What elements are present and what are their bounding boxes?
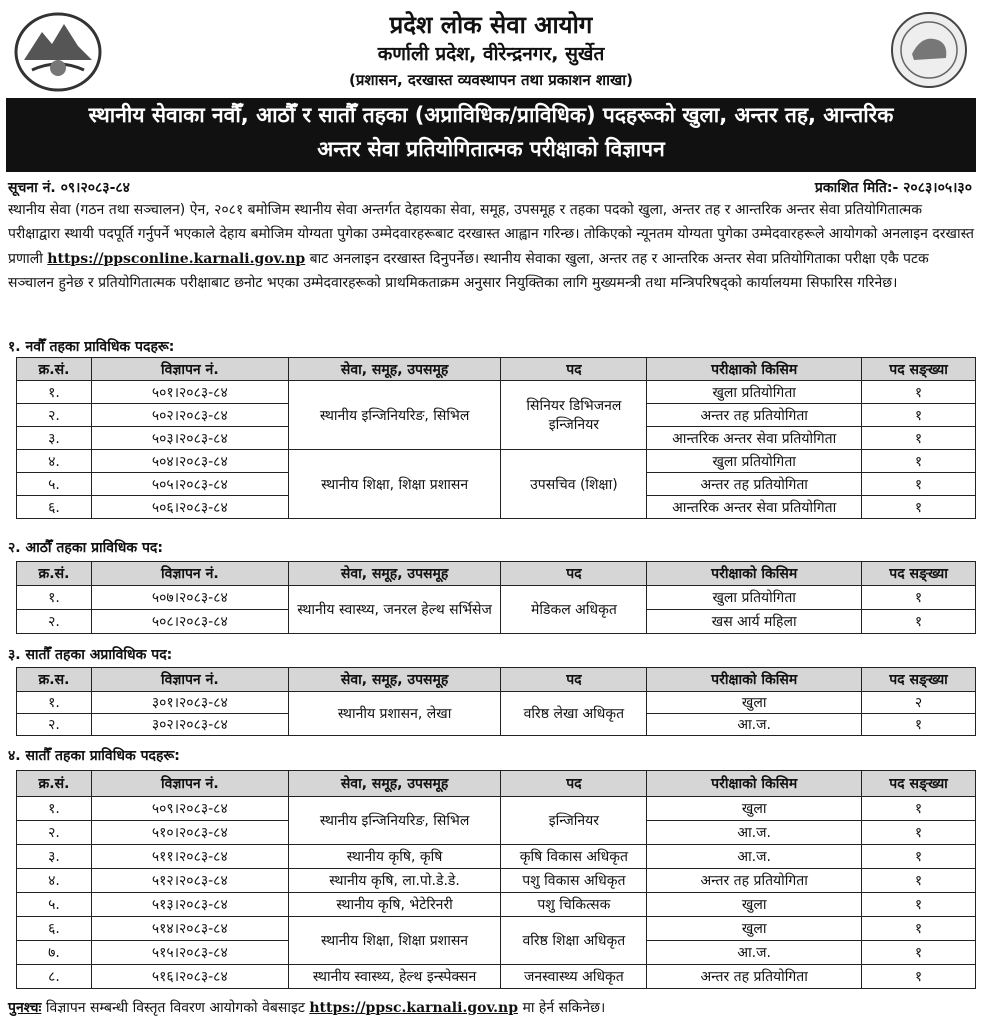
cell-service: स्थानीय स्वास्थ्य, जनरल हेल्थ सर्भिसेज <box>288 586 501 634</box>
cell-sn: ६. <box>17 917 92 941</box>
cell-exam-type: खुला प्रतियोगिता <box>647 381 862 404</box>
cell-sn: ८. <box>17 965 92 989</box>
cell-post: पशु चिकित्सक <box>501 893 647 917</box>
cell-sn: ४. <box>17 450 92 473</box>
cell-exam-type: खुला <box>647 893 862 917</box>
table-row <box>17 381 976 404</box>
cell-sn: १. <box>17 797 92 821</box>
cell-exam-type: अन्तर तह प्रतियोगिता <box>647 473 862 496</box>
cell-exam-type: आन्तरिक अन्तर सेवा प्रतियोगिता <box>647 427 862 450</box>
cell-service: स्थानीय स्वास्थ्य, हेल्थ इन्स्पेक्सन <box>288 965 501 989</box>
footer-note <box>8 998 605 1017</box>
cell-service: स्थानीय प्रशासन, लेखा <box>288 692 501 736</box>
cell-exam-type: अन्तर तह प्रतियोगिता <box>647 965 862 989</box>
col-count: पद सङ्ख्या <box>862 668 976 692</box>
cell-count: १ <box>862 381 976 404</box>
cell-count: १ <box>862 496 976 519</box>
cell-count: १ <box>862 450 976 473</box>
cell-exam-type: अन्तर तह प्रतियोगिता <box>647 869 862 893</box>
cell-sn: ५. <box>17 473 92 496</box>
cell-exam-type: खुला <box>647 797 862 821</box>
cell-post: उपसचिव (शिक्षा) <box>501 450 647 519</box>
cell-ad-no: ५०६।२०८३-८४ <box>91 496 288 519</box>
cell-exam-type: खुला <box>647 917 862 941</box>
cell-sn: १. <box>17 381 92 404</box>
intro-paragraph <box>8 198 974 296</box>
cell-count: १ <box>862 821 976 845</box>
cell-service: स्थानीय इन्जिनियरिङ, सिभिल <box>288 381 501 450</box>
cell-count: १ <box>862 714 976 736</box>
cell-ad-no: ३०२।२०८३-८४ <box>91 714 288 736</box>
commission-seal-icon <box>888 10 970 90</box>
cell-post: इन्जिनियर <box>501 797 647 845</box>
cell-ad-no: ५१४।२०८३-८४ <box>91 917 288 941</box>
col-service: सेवा, समूह, उपसमूह <box>288 358 501 381</box>
cell-ad-no: ५१०।२०८३-८४ <box>91 821 288 845</box>
cell-ad-no: ५१२।२०८३-८४ <box>91 869 288 893</box>
website-link[interactable]: https://ppsc.karnali.gov.np <box>309 1000 519 1016</box>
table-row <box>17 869 976 893</box>
cell-count: १ <box>862 427 976 450</box>
cell-ad-no: ५०८।२०८३-८४ <box>91 610 288 634</box>
cell-exam-type: खुला प्रतियोगिता <box>647 586 862 610</box>
cell-ad-no: ५१५।२०८३-८४ <box>91 941 288 965</box>
col-post: पद <box>501 771 647 797</box>
col-exam-type: परीक्षाको किसिम <box>647 358 862 381</box>
table-level-9-technical <box>16 357 976 519</box>
table-level-7-technical <box>16 770 976 989</box>
cell-count: २ <box>862 692 976 714</box>
cell-ad-no: ५०७।२०८३-८४ <box>91 586 288 610</box>
cell-exam-type: आ.ज. <box>647 821 862 845</box>
cell-sn: ७. <box>17 941 92 965</box>
col-exam-type: परीक्षाको किसिम <box>647 562 862 586</box>
section-heading-3: ३. सातौँ तहका अप्राविधिक पद: <box>8 647 173 663</box>
intro-text-2: बाट अनलाइन दरखास्त दिनुपर्नेछ। स्थानीय सेवाका खुला, अन्तर तह र आन्तरिक अन्तर सेवा प्रतियोगिताका परीक्षा एकै पटक सञ्चालन हुनेछ र प्रतियोगितात्मक परीक्षाबाट छनोट भएका उम्मेदवारहरूको प्राथमिकताक्रम अनुसार नियुक्तिका लागि मुख्यमन्त्री तथा मन्त्रिपरिषद्को कार्यालयमा सिफारिस गरिनेछ। <box>8 250 929 292</box>
cell-post: पशु विकास अधिकृत <box>501 869 647 893</box>
cell-ad-no: ५१३।२०८३-८४ <box>91 893 288 917</box>
cell-sn: २. <box>17 714 92 736</box>
cell-exam-type: खुला प्रतियोगिता <box>647 450 862 473</box>
col-exam-type: परीक्षाको किसिम <box>647 771 862 797</box>
cell-count: १ <box>862 610 976 634</box>
banner-line-1: स्थानीय सेवाका नवौँ, आठौँ र सातौँ तहका (अप्राविधिक/प्राविधिक) पदहरूको खुला, अन्तर तह, आन्तरिक <box>88 103 894 127</box>
cell-ad-no: ५०१।२०८३-८४ <box>91 381 288 404</box>
cell-ad-no: ५११।२०८३-८४ <box>91 845 288 869</box>
cell-count: १ <box>862 869 976 893</box>
table-header-row <box>17 562 976 586</box>
cell-ad-no: ५०४।२०८३-८४ <box>91 450 288 473</box>
footer-text: विज्ञापन सम्बन्धी विस्तृत विवरण आयोगको वेबसाइट <box>45 1000 305 1016</box>
cell-service: स्थानीय शिक्षा, शिक्षा प्रशासन <box>288 917 501 965</box>
cell-post: वरिष्ठ लेखा अधिकृत <box>501 692 647 736</box>
cell-ad-no: ५१६।२०८३-८४ <box>91 965 288 989</box>
cell-post: जनस्वास्थ्य अधिकृत <box>501 965 647 989</box>
cell-sn: ४. <box>17 869 92 893</box>
advertisement-banner <box>6 98 976 172</box>
cell-ad-no: ३०१।२०८३-८४ <box>91 692 288 714</box>
table-row <box>17 965 976 989</box>
cell-sn: १. <box>17 586 92 610</box>
cell-exam-type: आ.ज. <box>647 845 862 869</box>
table-row <box>17 845 976 869</box>
header <box>0 0 982 100</box>
section-heading-2: २. आठौँ तहका प्राविधिक पद: <box>8 540 163 556</box>
online-portal-link[interactable]: https://ppsconline.karnali.gov.np <box>47 250 306 267</box>
notice-number: सूचना नं. ०९।२०८३-८४ <box>8 180 130 196</box>
cell-service: स्थानीय कृषि, भेटेरिनरी <box>288 893 501 917</box>
cell-service: स्थानीय शिक्षा, शिक्षा प्रशासन <box>288 450 501 519</box>
col-post: पद <box>501 358 647 381</box>
cell-ad-no: ५०९।२०८३-८४ <box>91 797 288 821</box>
table-header-row <box>17 668 976 692</box>
branch-subtitle: (प्रशासन, दरखास्त व्यवस्थापन तथा प्रकाशन शाखा) <box>349 71 633 89</box>
cell-sn: २. <box>17 610 92 634</box>
col-ad-no: विज्ञापन नं. <box>91 562 288 586</box>
cell-sn: ३. <box>17 845 92 869</box>
col-count: पद सङ्ख्या <box>862 771 976 797</box>
cell-ad-no: ५०३।२०८३-८४ <box>91 427 288 450</box>
cell-sn: ५. <box>17 893 92 917</box>
cell-service: स्थानीय कृषि, ला.पो.डे.डे. <box>288 869 501 893</box>
col-count: पद सङ्ख्या <box>862 562 976 586</box>
col-ad-no: विज्ञापन नं. <box>91 358 288 381</box>
cell-sn: ६. <box>17 496 92 519</box>
cell-count: १ <box>862 893 976 917</box>
cell-count: १ <box>862 797 976 821</box>
col-sn: क्र.सं. <box>17 771 92 797</box>
cell-exam-type: आ.ज. <box>647 714 862 736</box>
col-service: सेवा, समूह, उपसमूह <box>288 562 501 586</box>
cell-count: १ <box>862 586 976 610</box>
cell-post: कृषि विकास अधिकृत <box>501 845 647 869</box>
table-header-row <box>17 771 976 797</box>
cell-exam-type: अन्तर तह प्रतियोगिता <box>647 404 862 427</box>
cell-count: १ <box>862 404 976 427</box>
cell-sn: ३. <box>17 427 92 450</box>
col-service: सेवा, समूह, उपसमूह <box>288 668 501 692</box>
cell-sn: १. <box>17 692 92 714</box>
cell-service: स्थानीय कृषि, कृषि <box>288 845 501 869</box>
cell-exam-type: आ.ज. <box>647 941 862 965</box>
col-sn: क्र.स. <box>17 668 92 692</box>
col-ad-no: विज्ञापन नं. <box>91 668 288 692</box>
cell-exam-type: खुला <box>647 692 862 714</box>
cell-count: १ <box>862 941 976 965</box>
col-ad-no: विज्ञापन नं. <box>91 771 288 797</box>
banner-line-2: अन्तर सेवा प्रतियोगितात्मक परीक्षाको विज्ञापन <box>317 137 665 161</box>
footer-tail: मा हेर्न सकिनेछ। <box>522 1000 606 1016</box>
table-row <box>17 797 976 821</box>
cell-post: मेडिकल अधिकृत <box>501 586 647 634</box>
table-row <box>17 450 976 473</box>
commission-title: प्रदेश लोक सेवा आयोग <box>389 11 593 39</box>
cell-ad-no: ५०२।२०८३-८४ <box>91 404 288 427</box>
col-sn: क्र.सं. <box>17 562 92 586</box>
intro-text-1: स्थानीय सेवा (गठन तथा सञ्चालन) ऐन, २०८१ बमोजिम स्थानीय सेवा अन्तर्गत देहायका सेवा, समूह, उपसमूह र तहका पदको खुला, अन्तर तह र आन्तरिक अन्तर सेवा प्रतियोगितात्मक परीक्षाद्वारा स्थायी पदपूर्ति गर्नुपर्ने भएकाले देहाय बमोजिम योग्यता पुगेका उम्मेदवारहरूबाट दरखास्त आह्वान गरिन्छ। तोकिएको न्यूनतम योग्यता पुगेका उम्मेदवारहरूले आयोगको अनलाइन दरखास्त प्रणाली <box>8 202 975 267</box>
cell-exam-type: आन्तरिक अन्तर सेवा प्रतियोगिता <box>647 496 862 519</box>
cell-service: स्थानीय इन्जिनियरिङ, सिभिल <box>288 797 501 845</box>
cell-sn: २. <box>17 821 92 845</box>
table-header-row <box>17 358 976 381</box>
col-count: पद सङ्ख्या <box>862 358 976 381</box>
col-exam-type: परीक्षाको किसिम <box>647 668 862 692</box>
table-level-8-technical <box>16 561 976 634</box>
table-row <box>17 917 976 941</box>
col-sn: क्र.सं. <box>17 358 92 381</box>
col-post: पद <box>501 562 647 586</box>
cell-count: १ <box>862 965 976 989</box>
section-heading-4: ४. सातौँ तहका प्राविधिक पदहरू: <box>8 748 180 764</box>
table-row <box>17 586 976 610</box>
section-heading-1: १. नवौँ तहका प्राविधिक पदहरू: <box>8 339 175 355</box>
cell-post: वरिष्ठ शिक्षा अधिकृत <box>501 917 647 965</box>
table-row <box>17 893 976 917</box>
cell-ad-no: ५०५।२०८३-८४ <box>91 473 288 496</box>
footer-label: पुनश्चः <box>8 1000 42 1016</box>
table-level-7-non-technical <box>16 667 976 736</box>
col-service: सेवा, समूह, उपसमूह <box>288 771 501 797</box>
table-row <box>17 692 976 714</box>
province-subtitle: कर्णाली प्रदेश, वीरेन्द्रनगर, सुर्खेत <box>377 43 605 65</box>
cell-count: १ <box>862 917 976 941</box>
cell-count: १ <box>862 473 976 496</box>
cell-exam-type: खस आर्य महिला <box>647 610 862 634</box>
published-date: प्रकाशित मिति:- २०८३।०५।३० <box>814 180 972 196</box>
cell-count: १ <box>862 845 976 869</box>
cell-post: सिनियर डिभिजनल इन्जिनियर <box>501 381 647 450</box>
cell-sn: २. <box>17 404 92 427</box>
col-post: पद <box>501 668 647 692</box>
